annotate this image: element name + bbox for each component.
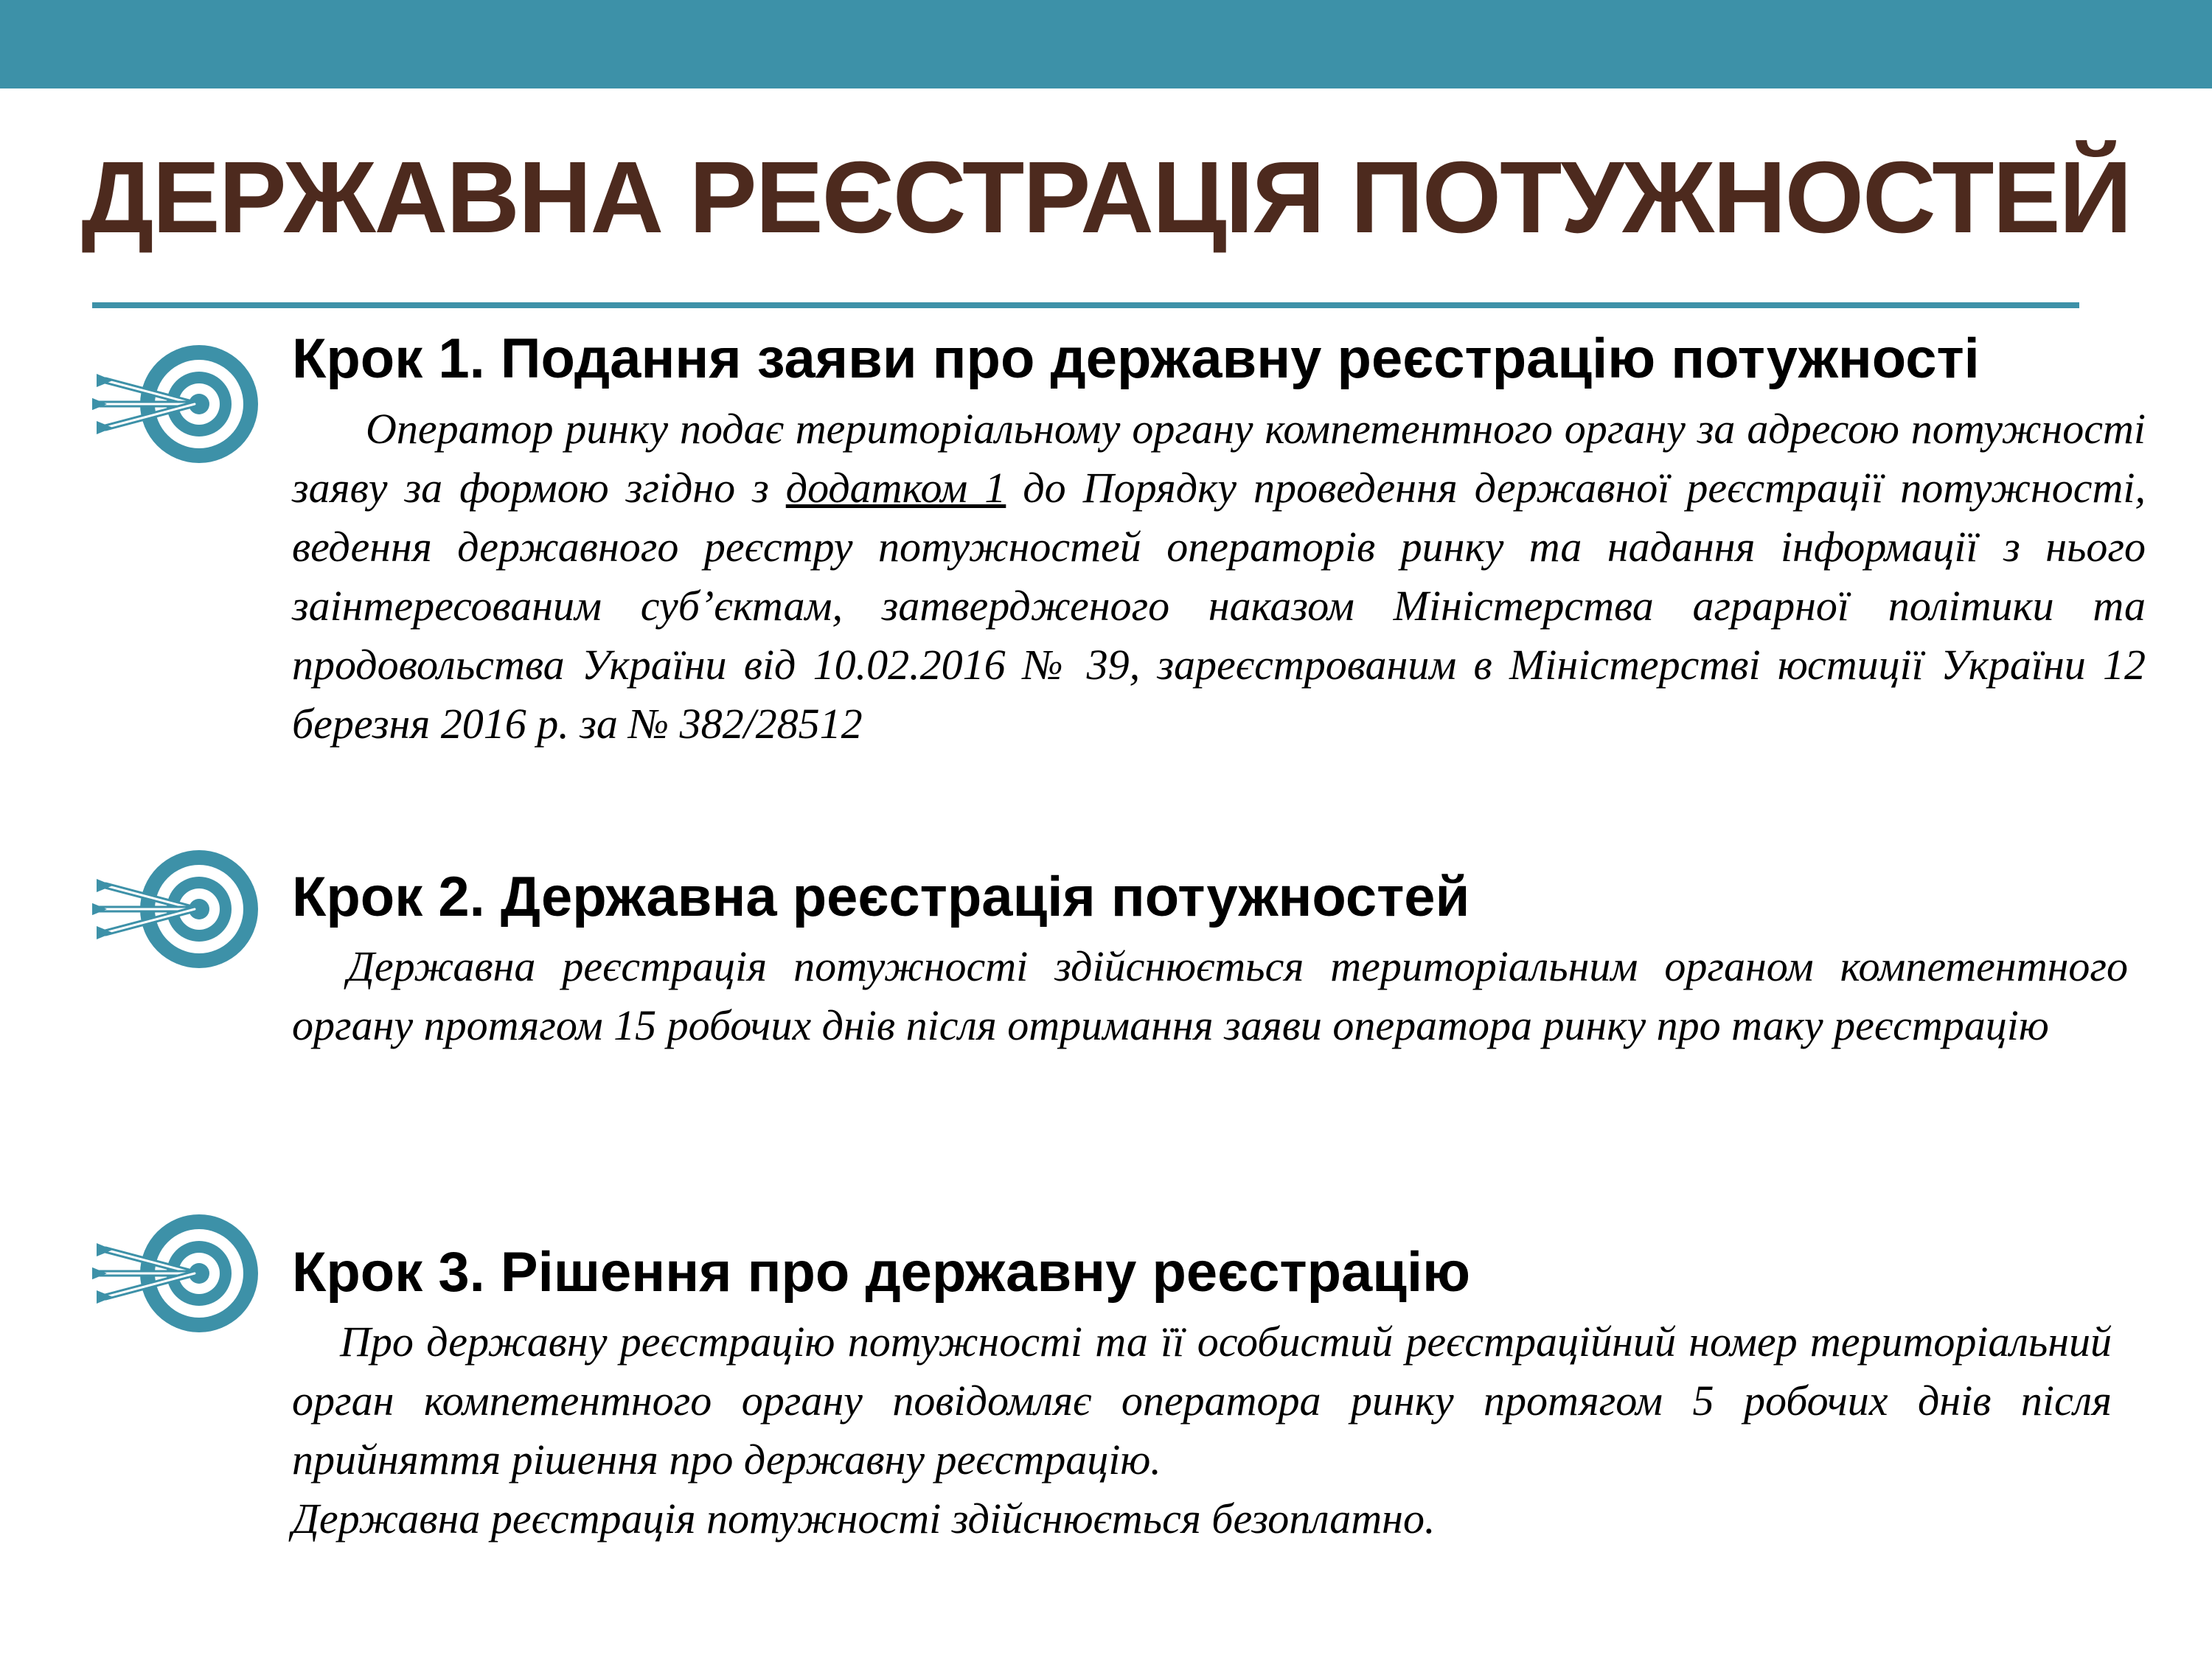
target-arrows-icon bbox=[92, 338, 262, 470]
step-3-body bbox=[292, 1312, 2112, 1489]
step-1-text-start: Оператор ринку подає територіальному органу компетентного органу за адресою потужності заяву за формою згідно з bbox=[292, 405, 2146, 512]
title-divider bbox=[92, 302, 2079, 308]
step-2-heading: Крок 2. Державна реєстрація потужностей bbox=[292, 866, 1470, 928]
step-3-note: Державна реєстрація потужності здійснюється безоплатно. bbox=[292, 1495, 1436, 1543]
step-3-heading: Крок 3. Рішення про державну реєстрацію bbox=[292, 1241, 1471, 1304]
step-1-heading: Крок 1. Подання заяви про державну реєстрацію потужності bbox=[292, 327, 1980, 390]
step-3-text: Про державну реєстрацію потужності та її особистий реєстраційний номер територіальний орган компетентного органу повідомляє оператора ринку протягом 5 робочих днів після прийняття рішення про державну реєстрацію. bbox=[292, 1318, 2112, 1484]
appendix-1-link[interactable]: додатком 1 bbox=[785, 464, 1006, 512]
page-title: ДЕРЖАВНА РЕЄСТРАЦІЯ ПОТУЖНОСТЕЙ bbox=[81, 141, 2131, 254]
step-2-body bbox=[292, 937, 2128, 1055]
top-accent-bar bbox=[0, 0, 2212, 88]
step-1-body bbox=[292, 400, 2146, 754]
step-1-text-end: до Порядку проведення державної реєстрації потужності, ведення державного реєстру потужностей операторів ринку та надання інформації з нього заінтересованим суб’єктам, затвердженого наказом Міністерства аграрної політики та продовольства України від 10.02.2016 № 39, зареєстрованим в Міністерстві юстиції України 12 березня 2016 р. за № 382/28512 bbox=[292, 464, 2146, 748]
target-arrows-icon bbox=[92, 843, 262, 975]
target-arrows-icon bbox=[92, 1207, 262, 1340]
step-2-text: Державна реєстрація потужності здійснюється територіальним органом компетентного органу протягом 15 робочих днів після отримання заяви оператора ринку про таку реєстрацію bbox=[292, 942, 2128, 1049]
